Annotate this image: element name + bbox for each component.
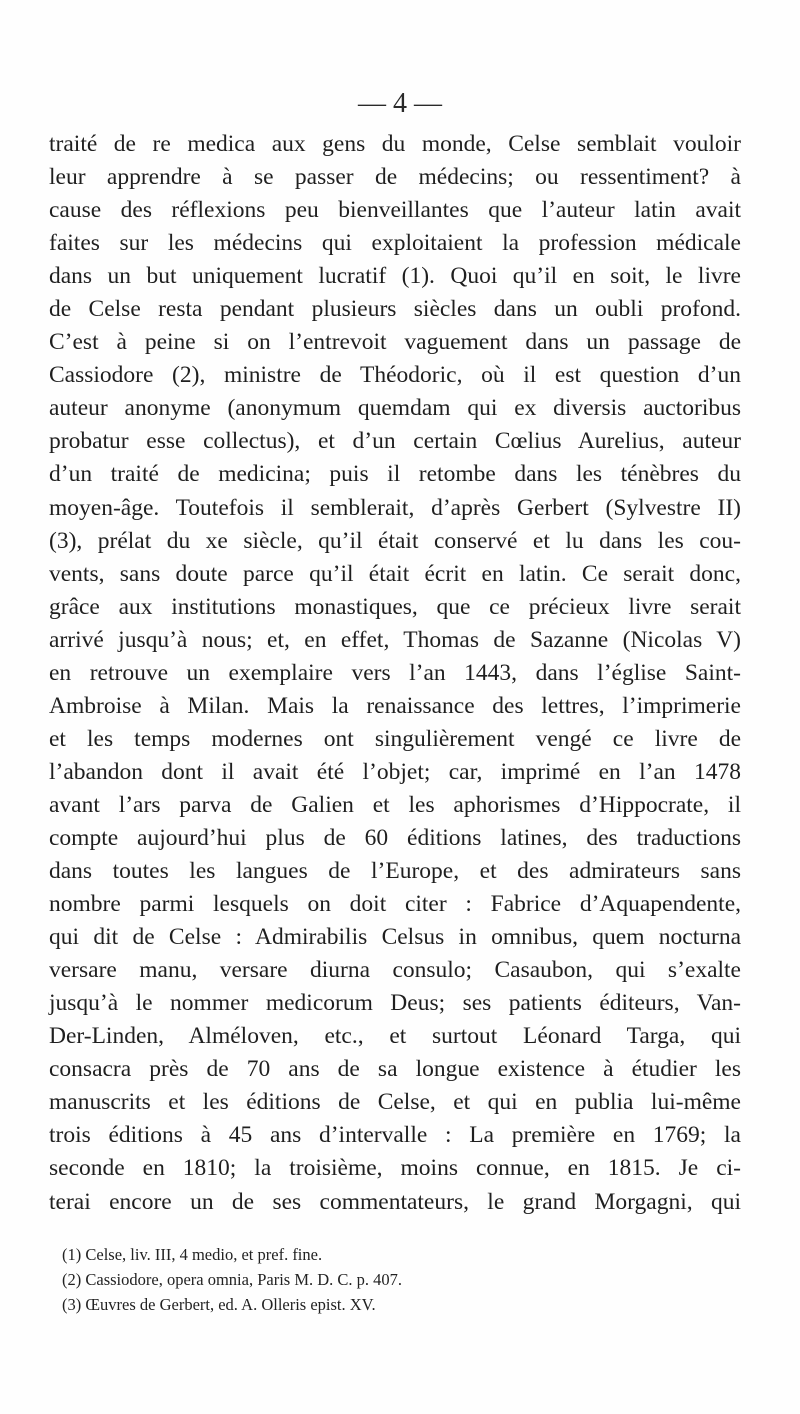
footnote-3: (3) Œuvres de Gerbert, ed. A. Olleris epist. XV.	[62, 1295, 376, 1314]
text-line: d’un traité de medicina; puis il retombe dans les ténèbres du	[49, 461, 741, 488]
text-line: en retrouve un exemplaire vers l’an 1443, dans l’église Saint-	[49, 659, 741, 686]
text-line: traité de re medica aux gens du monde, Celse semblait vouloir	[49, 131, 741, 157]
text-line: nombre parmi lesquels on doit citer : Fabrice d’Aquapendente,	[49, 891, 741, 918]
text-line: grâce aux institutions monastiques, que ce précieux livre serait	[49, 593, 741, 620]
body-text	[49, 128, 741, 1219]
text-line: et les temps modernes ont singulièrement vengé ce livre de	[49, 725, 741, 752]
text-line: jusqu’à le nommer medicorum Deus; ses patients éditeurs, Van-	[49, 990, 741, 1017]
text-line: leur apprendre à se passer de médecins; ou ressentiment? à	[49, 164, 741, 191]
footnote-2: (2) Cassiodore, opera omnia, Paris M. D. C. p. 407.	[62, 1270, 403, 1289]
text-line: consacra près de 70 ans de sa longue existence à étudier les	[49, 1056, 741, 1083]
text-line: avant l’ars parva de Galien et les aphorismes d’Hippocrate, il	[49, 791, 741, 818]
text-line: cause des réflexions peu bienveillantes que l’auteur latin avait	[49, 197, 741, 224]
text-line: (3), prélat du xe siècle, qu’il était conservé et lu dans les cou-	[49, 527, 741, 554]
text-line: dans toutes les langues de l’Europe, et des admirateurs sans	[49, 858, 741, 885]
text-line: moyen-âge. Toutefois il semblerait, d’après Gerbert (Sylvestre II)	[49, 494, 741, 521]
text-line: compte aujourd’hui plus de 60 éditions latines, des traductions	[49, 824, 741, 851]
text-line: faites sur les médecins qui exploitaient la profession médicale	[49, 230, 741, 257]
text-line: dans un but uniquement lucratif (1). Quoi qu’il en soit, le livre	[49, 263, 741, 290]
text-line: l’abandon dont il avait été l’objet; car, imprimé en l’an 1478	[49, 758, 741, 785]
text-line: vents, sans doute parce qu’il était écrit en latin. Ce serait donc,	[49, 560, 741, 587]
text-line: terai encore un de ses commentateurs, le grand Morgagni, qui	[49, 1188, 741, 1215]
text-line: manuscrits et les éditions de Celse, et qui en publia lui-même	[49, 1089, 741, 1116]
text-line: arrivé jusqu’à nous; et, en effet, Thomas de Sazanne (Nicolas V)	[49, 626, 741, 653]
text-line: C’est à peine si on l’entrevoit vaguement dans un passage de	[49, 329, 741, 356]
text-line: Ambroise à Milan. Mais la renaissance des lettres, l’imprimerie	[49, 692, 741, 719]
text-line: versare manu, versare diurna consulo; Casaubon, qui s’exalte	[49, 957, 741, 984]
text-line: seconde en 1810; la troisième, moins connue, en 1815. Je ci-	[49, 1155, 741, 1182]
text-line: de Celse resta pendant plusieurs siècles dans un oubli profond.	[49, 296, 741, 323]
text-line: auteur anonyme (anonymum quemdam qui ex diversis auctoribus	[49, 395, 741, 422]
text-line: trois éditions à 45 ans d’intervalle : La première en 1769; la	[49, 1122, 741, 1149]
text-line: probatur esse collectus), et d’un certain Cœlius Aurelius, auteur	[49, 428, 741, 455]
footnote-1: (1) Celse, liv. III, 4 medio, et pref. fine.	[62, 1245, 323, 1264]
text-line: qui dit de Celse : Admirabilis Celsus in omnibus, quem nocturna	[49, 924, 741, 951]
text-line: Der-Linden, Alméloven, etc., et surtout Léonard Targa, qui	[49, 1023, 741, 1050]
page-number: — 4 —	[358, 88, 442, 119]
footnotes	[62, 1242, 722, 1317]
text-line: Cassiodore (2), ministre de Théodoric, où il est question d’un	[49, 362, 741, 389]
